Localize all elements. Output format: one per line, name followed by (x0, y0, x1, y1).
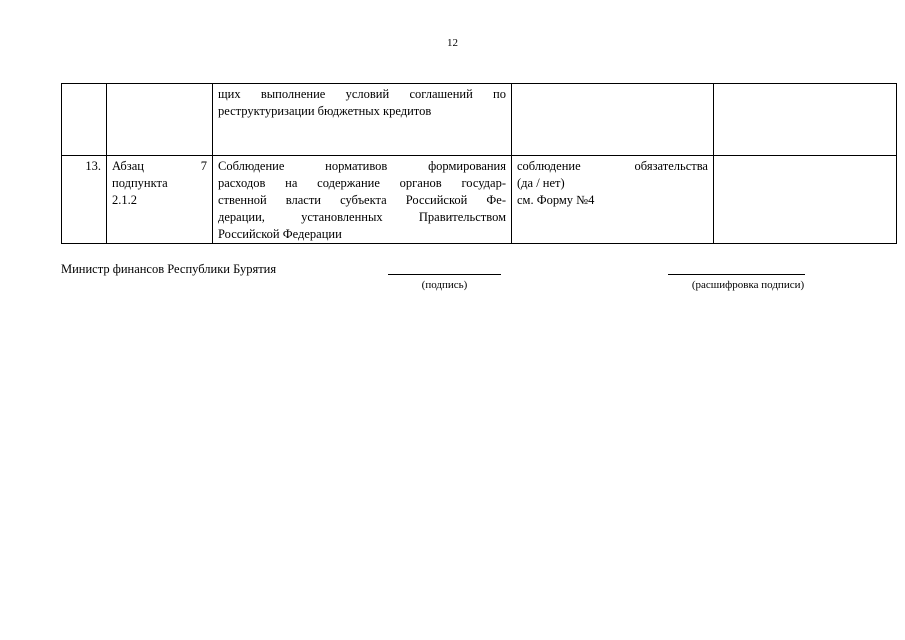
signer-title: Министр финансов Республики Бурятия (61, 262, 277, 276)
criterion-line: см. Форму №4 (517, 193, 595, 207)
cell-number: 13. (62, 156, 107, 244)
clause-line: подпункта (112, 176, 168, 190)
cell-description (213, 84, 512, 156)
cell-extra (714, 84, 897, 156)
table-row (62, 84, 897, 156)
description-line: реструктуризации бюджетных кредитов (218, 104, 432, 118)
signature-block (61, 260, 842, 300)
description-line: ственной власти субъекта Российской Фе- (218, 193, 506, 207)
cell-criterion (512, 84, 714, 156)
description-line: Российской Федерации (218, 227, 342, 241)
cell-description (213, 156, 512, 244)
signature-decode-line (668, 274, 805, 275)
cell-criterion (512, 156, 714, 244)
clause-digit: 7 (200, 159, 207, 173)
page-number: 12 (447, 37, 458, 49)
description-line: расходов на содержание органов государ- (218, 176, 506, 190)
signature-line (388, 274, 501, 275)
cell-extra (714, 156, 897, 244)
signature-decode-caption: (расшифровка подписи) (691, 279, 805, 291)
cell-clause (107, 84, 213, 156)
description-line: щих выполнение условий соглашений по (218, 87, 506, 101)
cell-clause (107, 156, 213, 244)
clause-first-line (112, 158, 207, 175)
criterion-line: (да / нет) (517, 176, 565, 190)
cell-number (62, 84, 107, 156)
description-line: дерации, установленных Правительством (218, 210, 506, 224)
description-line: Соблюдение нормативов формирования (218, 159, 506, 173)
table-row (62, 156, 897, 244)
signature-caption: (подпись) (421, 279, 468, 291)
clause-line: 2.1.2 (112, 193, 137, 207)
criterion-line: соблюдение обязательства (517, 159, 708, 173)
criteria-table (61, 83, 897, 244)
clause-word: Абзац (112, 159, 144, 173)
